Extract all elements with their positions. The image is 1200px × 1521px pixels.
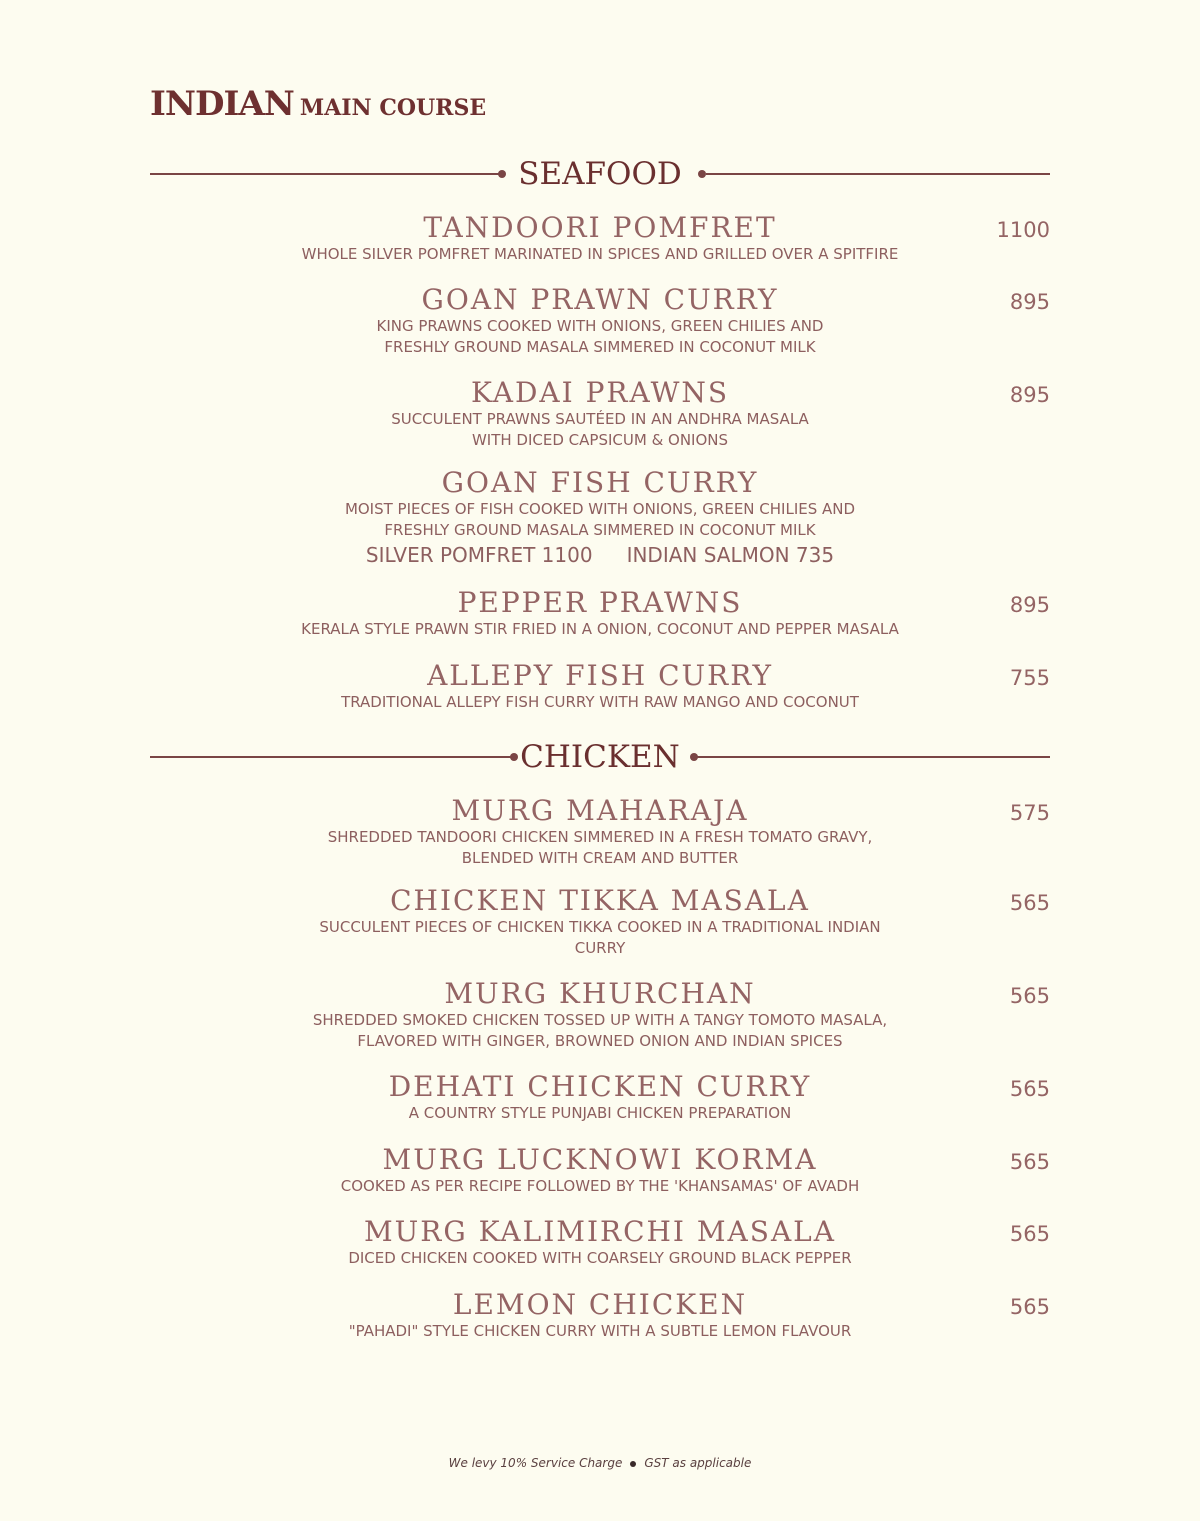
service-charge-note: We levy 10% Service Charge xyxy=(448,1456,623,1470)
footer-note xyxy=(0,1456,1200,1470)
menu-item xyxy=(150,1071,1050,1124)
seafood-section-heading xyxy=(150,154,1050,194)
item-name: TANDOORI POMFRET xyxy=(423,211,777,244)
chicken-section-heading xyxy=(150,737,1050,777)
item-description: A COUNTRY STYLE PUNJABI CHICKEN PREPARATION xyxy=(408,1104,792,1122)
section-title: CHICKEN xyxy=(520,739,680,775)
menu-item xyxy=(150,1216,1050,1269)
item-name: CHICKEN TIKKA MASALA xyxy=(390,884,810,917)
item-name: GOAN FISH CURRY xyxy=(441,466,759,499)
item-price: 565 xyxy=(1009,1077,1050,1101)
menu-item xyxy=(150,1289,1050,1342)
item-price: 565 xyxy=(1009,1150,1050,1174)
item-price: 755 xyxy=(1009,666,1050,690)
item-description: MOIST PIECES OF FISH COOKED WITH ONIONS, GREEN CHILIES AND FRESHLY GROUND MASALA SIMMERED IN COCONUT MILK xyxy=(344,500,856,539)
item-price: 565 xyxy=(1009,984,1050,1008)
bullet-dot-icon xyxy=(630,1461,636,1467)
menu-item xyxy=(150,377,1050,451)
page-title xyxy=(150,84,486,124)
item-variants xyxy=(150,541,1050,569)
menu-item xyxy=(150,885,1050,959)
item-description: COOKED AS PER RECIPE FOLLOWED BY THE 'KHANSAMAS' OF AVADH xyxy=(340,1177,860,1195)
item-name: PEPPER PRAWNS xyxy=(457,586,743,619)
item-description: SUCCULENT PIECES OF CHICKEN TIKKA COOKED IN A TRADITIONAL INDIAN CURRY xyxy=(319,918,881,957)
item-price: 895 xyxy=(1009,383,1050,407)
item-description: KERALA STYLE PRAWN STIR FRIED IN A ONION, COCONUT AND PEPPER MASALA xyxy=(301,620,899,638)
variant-price: INDIAN SALMON 735 xyxy=(626,543,835,567)
item-description: "PAHADI" STYLE CHICKEN CURRY WITH A SUBTLE LEMON FLAVOUR xyxy=(348,1322,852,1340)
item-name: MURG KALIMIRCHI MASALA xyxy=(364,1215,836,1248)
item-description: KING PRAWNS COOKED WITH ONIONS, GREEN CHILIES AND FRESHLY GROUND MASALA SIMMERED IN COCONUT MILK xyxy=(376,317,824,356)
item-name: KADAI PRAWNS xyxy=(470,376,730,409)
item-description: SHREDDED SMOKED CHICKEN TOSSED UP WITH A TANGY TOMOTO MASALA, FLAVORED WITH GINGER, BROWNED ONION AND INDIAN SPICES xyxy=(312,1011,888,1050)
item-name: ALLEPY FISH CURRY xyxy=(427,659,773,692)
menu-item xyxy=(150,660,1050,713)
item-price: 565 xyxy=(1009,1295,1050,1319)
item-name: GOAN PRAWN CURRY xyxy=(421,283,779,316)
menu-item xyxy=(150,795,1050,869)
item-name: LEMON CHICKEN xyxy=(452,1288,748,1321)
item-description: SHREDDED TANDOORI CHICKEN SIMMERED IN A FRESH TOMATO GRAVY, BLENDED WITH CREAM AND BUTTER xyxy=(327,828,873,867)
title-sub: MAIN COURSE xyxy=(299,95,487,121)
item-name: MURG MAHARAJA xyxy=(451,794,749,827)
section-title: SEAFOOD xyxy=(518,156,682,192)
item-name: DEHATI CHICKEN CURRY xyxy=(388,1070,812,1103)
item-name: MURG KHURCHAN xyxy=(444,977,756,1010)
menu-item xyxy=(150,467,1050,569)
title-main: INDIAN xyxy=(150,84,294,124)
item-description: WHOLE SILVER POMFRET MARINATED IN SPICES AND GRILLED OVER A SPITFIRE xyxy=(301,245,899,263)
item-price: 565 xyxy=(1009,1222,1050,1246)
menu-item xyxy=(150,1144,1050,1197)
gst-note: GST as applicable xyxy=(644,1456,752,1470)
item-price: 565 xyxy=(1009,891,1050,915)
variant-price: SILVER POMFRET 1100 xyxy=(365,543,593,567)
menu-item xyxy=(150,978,1050,1052)
item-price: 895 xyxy=(1009,593,1050,617)
menu-item xyxy=(150,212,1050,265)
item-name: MURG LUCKNOWI KORMA xyxy=(382,1143,818,1176)
item-description: DICED CHICKEN COOKED WITH COARSELY GROUND BLACK PEPPER xyxy=(348,1249,852,1267)
item-price: 1100 xyxy=(996,218,1050,242)
item-description: TRADITIONAL ALLEPY FISH CURRY WITH RAW MANGO AND COCONUT xyxy=(341,693,859,711)
item-description: SUCCULENT PRAWNS SAUTÉED IN AN ANDHRA MASALA WITH DICED CAPSICUM & ONIONS xyxy=(391,410,809,449)
menu-item xyxy=(150,284,1050,358)
menu-item xyxy=(150,587,1050,640)
item-price: 895 xyxy=(1009,290,1050,314)
item-price: 575 xyxy=(1009,801,1050,825)
